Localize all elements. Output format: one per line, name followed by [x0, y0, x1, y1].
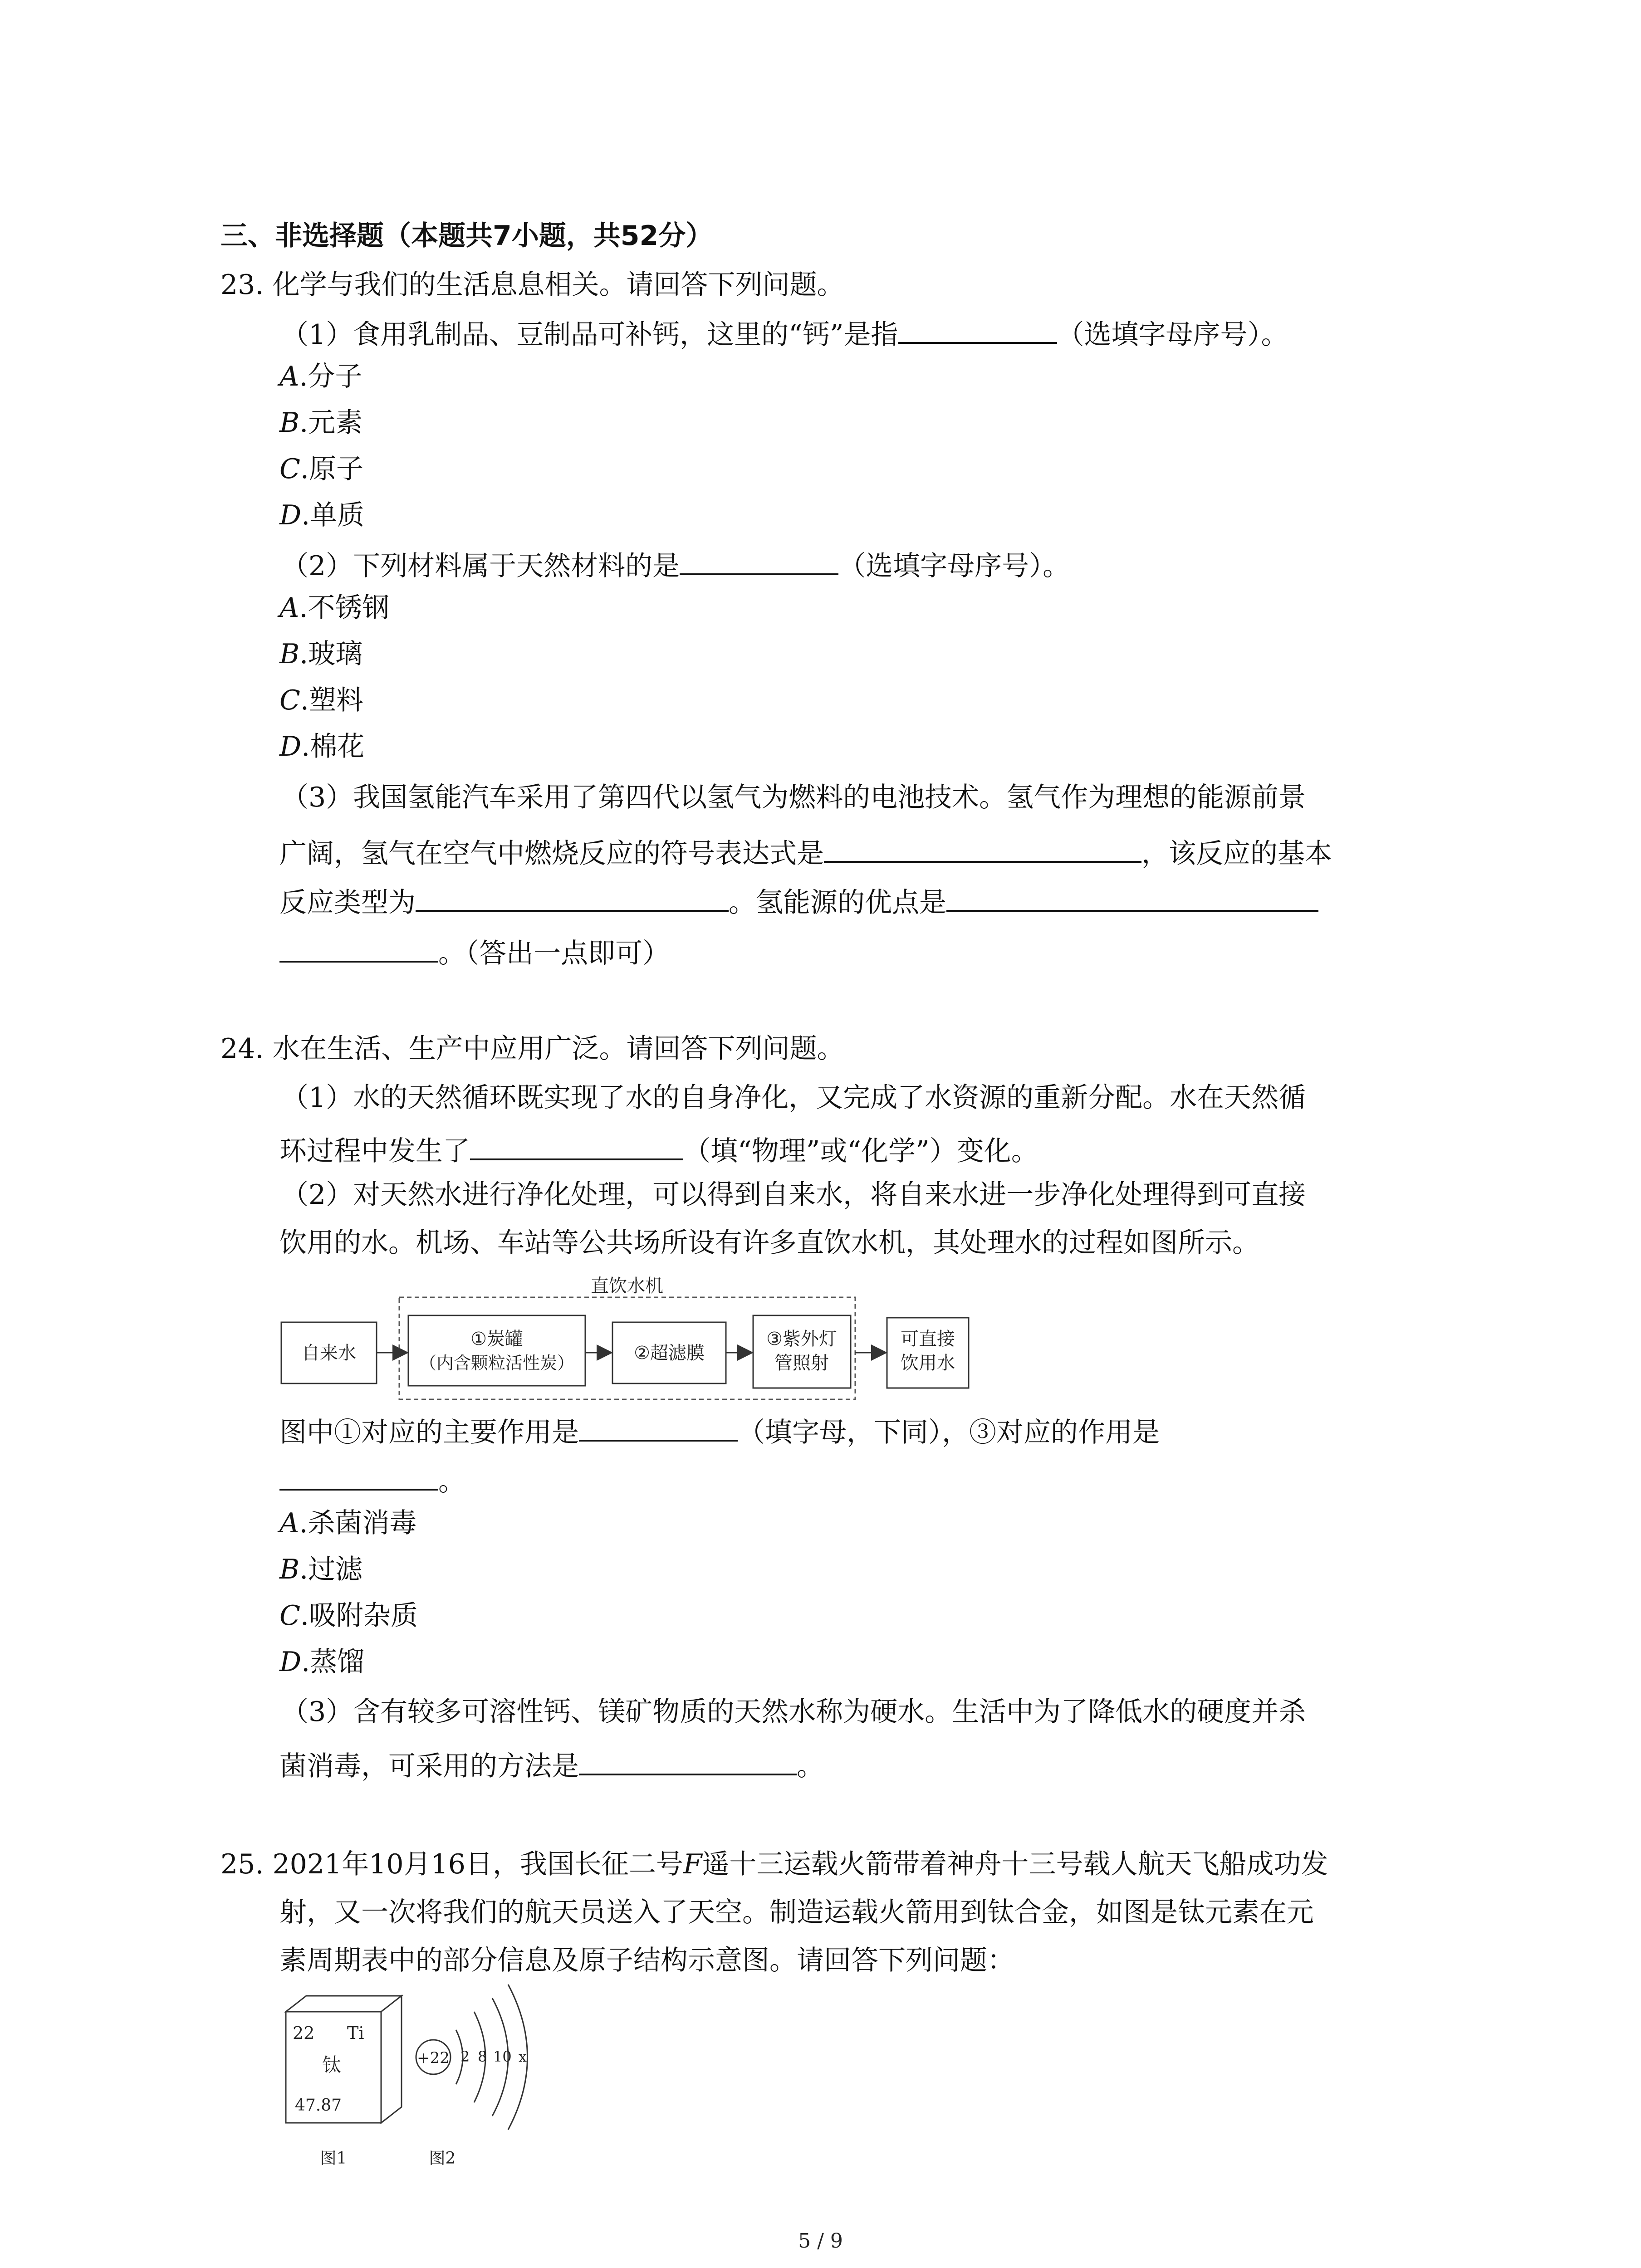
answer-blank[interactable] [824, 836, 1141, 863]
nucleus-charge: +22 [417, 2049, 450, 2067]
q24-option-a: A.杀菌消毒 [279, 1507, 417, 1539]
answer-blank[interactable] [579, 1748, 797, 1775]
q23-part3-line1: （3）我国氢能汽车采用了第四代以氢气为燃料的电池技术。氢气作为理想的能源前景 [281, 782, 1306, 813]
uv-lamp-sublabel: 管照射 [774, 1353, 829, 1374]
q25-line2: 射，又一次将我们的航天员送入了天空。制造运载火箭用到钛合金，如图是钛元素在元 [279, 1897, 1314, 1928]
element-symbol: Ti [347, 2023, 364, 2043]
uv-lamp-box [753, 1315, 851, 1388]
shell-4-electrons: x [519, 2048, 527, 2065]
answer-blank[interactable] [579, 1414, 738, 1442]
q24-part3-line2: 菌消毒，可采用的方法是 。 [279, 1748, 824, 1780]
q23-p2-option-b: B.玻璃 [279, 638, 363, 670]
q24-part1-line1: （1）水的天然循环既实现了水的自身净化，又完成了水资源的重新分配。水在天然循 [281, 1082, 1306, 1114]
q23-p2-option-c: C.塑料 [279, 684, 363, 716]
titanium-element-card [277, 1994, 413, 2170]
q25-line3: 素周期表中的部分信息及原子结构示意图。请回答下列问题： [279, 1945, 1014, 1976]
q23-p2-option-a: A.不锈钢 [279, 592, 390, 624]
dispenser-group-label: 直饮水机 [591, 1276, 663, 1296]
answer-blank[interactable] [898, 317, 1057, 344]
section-title: 三、非选择题（本题共7小题，共52分） [220, 220, 713, 252]
q24-part2-line1: （2）对天然水进行净化处理，可以得到自来水，将自来水进一步净化处理得到可直接 [281, 1179, 1306, 1211]
tap-water-label: 自来水 [302, 1343, 356, 1364]
q24-part1-line2: 环过程中发生了 （填“物理”或“化学”）变化。 [279, 1133, 1038, 1165]
q23-p1-option-b: B.元素 [279, 407, 363, 439]
q24-part2-line2: 饮用的水。机场、车站等公共场所设有许多直饮水机，其处理水的过程如图所示。 [279, 1227, 1259, 1259]
shell-2-electrons: 8 [478, 2048, 487, 2065]
q23-part3-line3: 反应类型为 。氢能源的优点是 [279, 885, 1318, 916]
answer-blank[interactable] [279, 935, 438, 963]
figure2-caption: 图2 [429, 2149, 456, 2168]
titanium-atom-structure-diagram [406, 1975, 556, 2170]
drinking-water-sublabel: 饮用水 [901, 1353, 955, 1374]
water-purification-diagram [272, 1270, 980, 1406]
q23-p1-option-a: A.分子 [279, 361, 362, 392]
q24-part3-line1: （3）含有较多可溶性钙、镁矿物质的天然水称为硬水。生活中为了降低水的硬度并杀 [281, 1696, 1306, 1728]
q23-stem: 23. 化学与我们的生活息息相关。请回答下列问题。 [220, 269, 844, 301]
answer-blank[interactable] [470, 1133, 683, 1160]
q23-part3-line4: 。（答出一点即可） [279, 935, 670, 967]
atomic-number: 22 [293, 2023, 315, 2043]
answer-blank[interactable] [416, 885, 729, 912]
answer-blank[interactable] [680, 548, 838, 575]
carbon-tank-box [408, 1315, 585, 1386]
carbon-tank-label: ①炭罐 [470, 1329, 523, 1349]
q23-part1: （1）食用乳制品、豆制品可补钙，这里的“钙”是指 （选填字母序号）。 [281, 317, 1288, 348]
answer-blank[interactable] [946, 885, 1318, 912]
q24-stem: 24. 水在生活、生产中应用广泛。请回答下列问题。 [220, 1033, 844, 1065]
q23-p1-option-c: C.原子 [279, 453, 363, 485]
q24-option-b: B.过滤 [279, 1554, 363, 1585]
shell-1-electrons: 2 [460, 2048, 470, 2065]
answer-blank[interactable] [279, 1463, 438, 1491]
page-number: 5 / 9 [798, 2229, 843, 2253]
uv-lamp-label: ③紫外灯 [766, 1329, 837, 1349]
drinking-water-label: 可直接 [901, 1329, 955, 1349]
carbon-tank-sublabel: （内含颗粒活性炭） [419, 1353, 575, 1373]
q23-p2-option-d: D.棉花 [279, 731, 365, 763]
element-name: 钛 [322, 2054, 342, 2076]
atomic-mass: 47.87 [295, 2096, 342, 2115]
q23-part3-line2: 广阔，氢气在空气中燃烧反应的符号表达式是 ，该反应的基本 [279, 836, 1332, 867]
q23-p1-option-d: D.单质 [279, 499, 365, 531]
q23-part2: （2）下列材料属于天然材料的是 （选填字母序号）。 [281, 548, 1070, 580]
q25-line1: 25. 2021年10月16日，我国长征二号F遥十三运载火箭带着神舟十三号载人航天飞船成功发 [220, 1848, 1328, 1880]
q24-part2-line3: 图中①对应的主要作用是 （填字母，下同），③对应的作用是 [279, 1414, 1160, 1446]
figure1-caption: 图1 [320, 2149, 347, 2168]
shell-3-electrons: 10 [493, 2048, 512, 2065]
q24-option-d: D.蒸馏 [279, 1646, 365, 1678]
q24-option-c: C.吸附杂质 [279, 1600, 418, 1632]
ultrafiltration-label: ②超滤膜 [634, 1343, 705, 1364]
q24-part2-line4: 。 [279, 1463, 465, 1495]
